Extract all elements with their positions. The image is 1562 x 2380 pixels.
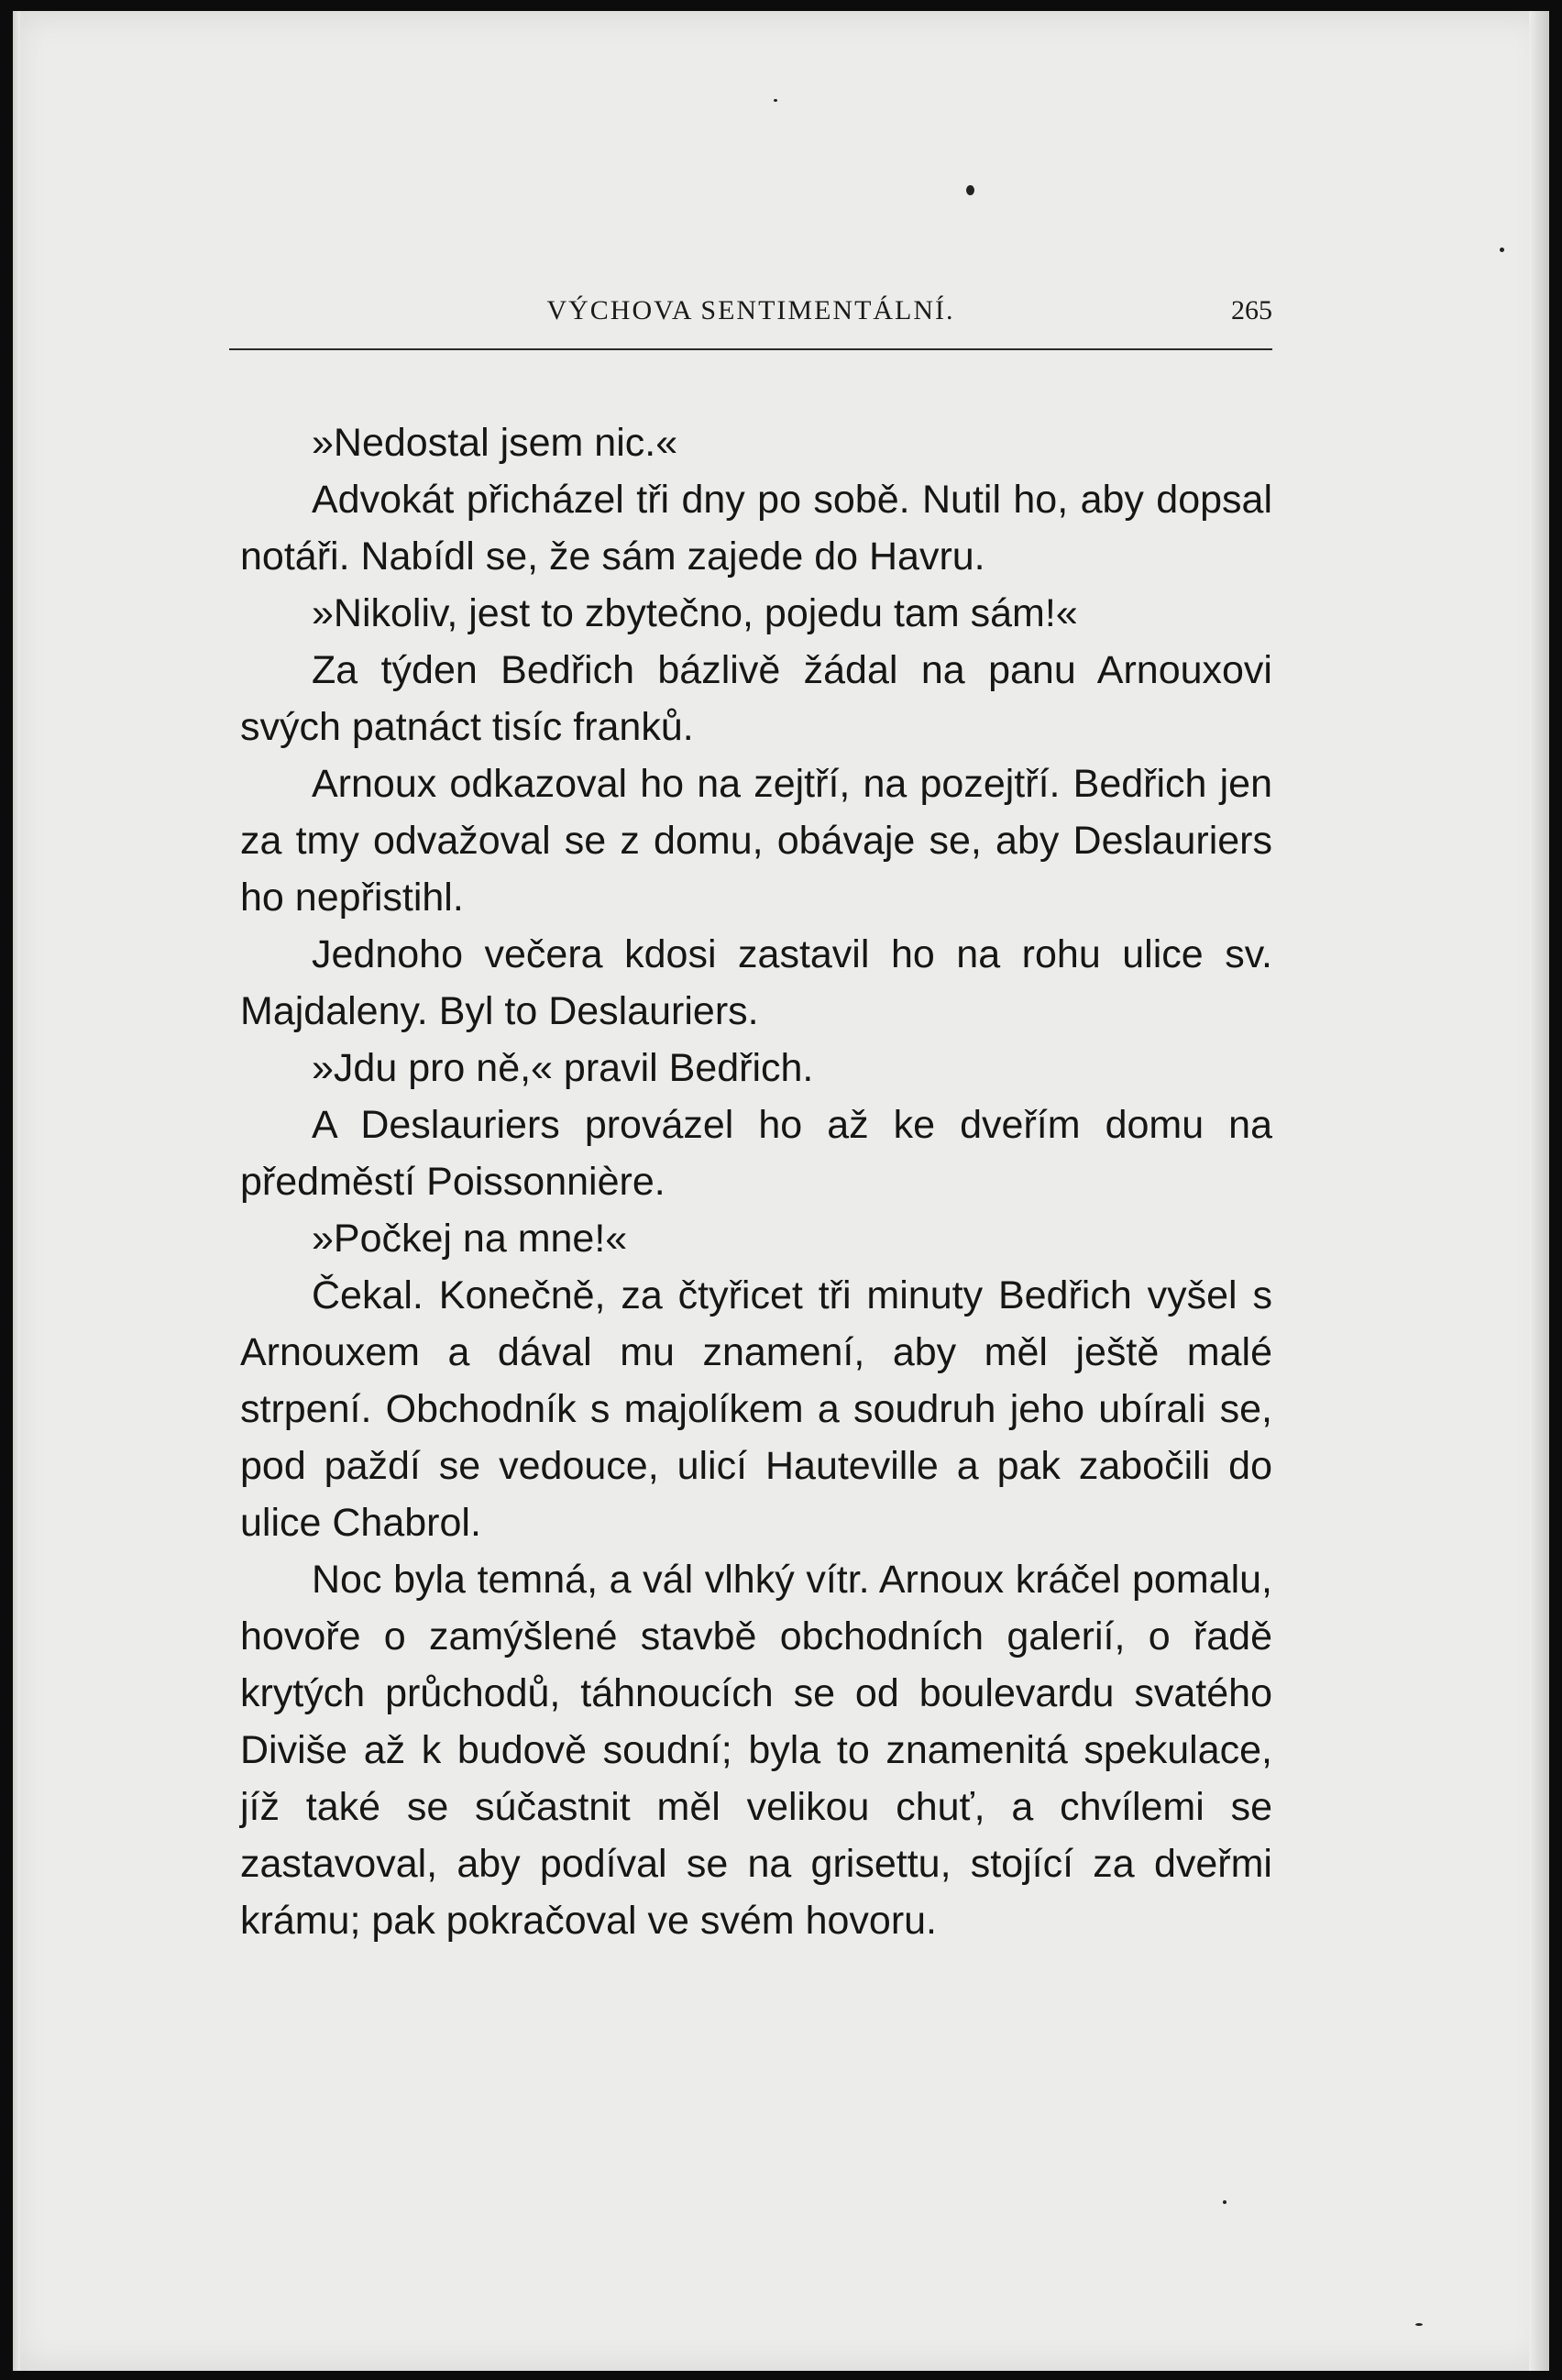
paragraph: »Počkej na mne!« [312, 1217, 628, 1261]
paragraph: Noc byla temná, a vál vlhký vítr. Arnoux kráčel pomalu, hovoře o zamýšlené stavbě obchodních galerií, o řadě krytých průchodů, táhnoucích se od boulevardu svatého Diviše až k budově soudní; byla to znamenitá spekulace, jíž také se súčastnit měl velikou chuť, a chvílemi se zastavoval, aby podíval se na grisettu, stojící za dveřmi krámu; pak pokračoval ve svém hovoru. [240, 1558, 1272, 1943]
ink-speck [1500, 248, 1504, 252]
ink-speck [966, 185, 974, 195]
book-page [13, 11, 1549, 2371]
paragraph: A Deslauriers provázel ho až ke dveřím domu na předměstí Poissonnière. [240, 1103, 1272, 1204]
paragraph: Jednoho večera kdosi zastavil ho na rohu ulice sv. Majdaleny. Byl to Deslauriers. [240, 932, 1272, 1033]
running-title: VÝCHOVA SENTIMENTÁLNÍ. [546, 295, 955, 325]
paragraph: Advokát přicházel tři dny po sobě. Nutil ho, aby dopsal notáři. Nabídl se, že sám zajede do Havru. [240, 478, 1272, 578]
paragraph: »Jdu pro ně,« pravil Bedřich. [312, 1046, 814, 1090]
ink-speck [1415, 2323, 1423, 2326]
paragraph: »Nedostal jsem nic.« [312, 421, 678, 465]
paragraph: Za týden Bedřich bázlivě žádal na panu Arnouxovi svých patnáct tisíc franků. [240, 648, 1272, 749]
paragraph: »Nikoliv, jest to zbytečno, pojedu tam sám!« [312, 591, 1078, 635]
paragraph: Arnoux odkazoval ho na zejtří, na pozejtří. Bedřich jen za tmy odvažoval se z domu, obávaje se, aby Deslauriers ho nepřistihl. [240, 762, 1272, 920]
body-text [240, 414, 1272, 1949]
ink-speck [774, 99, 777, 102]
ink-speck [1223, 2200, 1226, 2204]
page-header [229, 295, 1272, 336]
paragraph: Čekal. Konečně, za čtyřicet tři minuty Bedřich vyšel s Arnouxem a dával mu znamení, aby měl ještě malé strpení. Obchodník s majolíkem a soudruh jeho ubírali se, pod paždí se vedouce, ulicí Hauteville a pak zabočili do ulice Chabrol. [240, 1273, 1272, 1545]
page-number: 265 [1231, 295, 1272, 325]
header-rule [229, 348, 1272, 350]
